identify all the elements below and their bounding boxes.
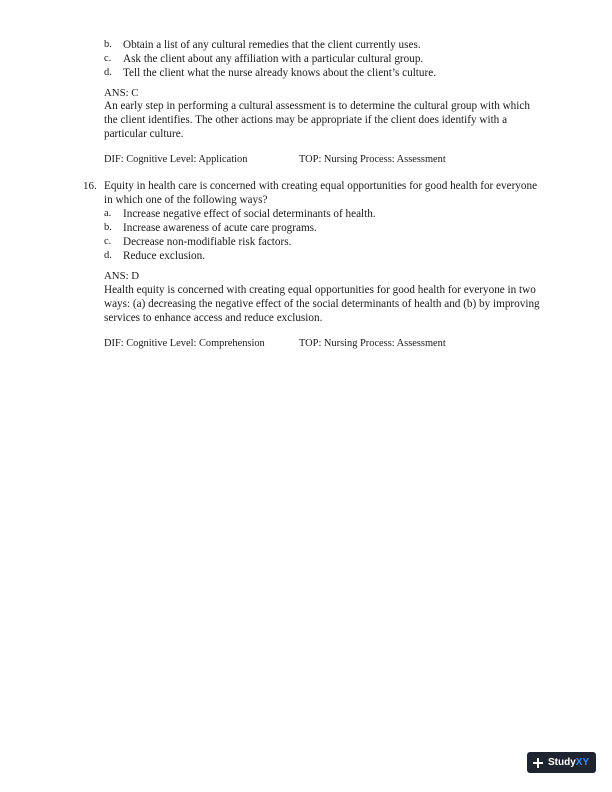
option-text: Obtain a list of any cultural remedies that the client currently uses. xyxy=(123,39,421,51)
topic-label: TOP: Nursing Process: Assessment xyxy=(299,338,446,349)
brand-main: Study xyxy=(548,757,576,768)
rationale-text: An early step in performing a cultural assessment is to determine the cultural group with which the client identifies. The other actions may be appropriate if the client does identify with a particular culture. xyxy=(104,100,530,140)
question-number: 16. xyxy=(83,180,97,192)
option-letter: c. xyxy=(104,236,112,247)
answer-key: ANS: C xyxy=(104,87,139,99)
option-letter: d. xyxy=(104,67,112,78)
difficulty-label: DIF: Cognitive Level: Comprehension xyxy=(104,338,265,349)
option-letter: b. xyxy=(104,39,112,50)
difficulty-label: DIF: Cognitive Level: Application xyxy=(104,154,248,165)
option-text: Tell the client what the nurse already knows about the client’s culture. xyxy=(123,67,436,79)
option-text: Increase awareness of acute care programs. xyxy=(123,222,317,234)
option-letter: a. xyxy=(104,208,112,219)
option-text: Decrease non-modifiable risk factors. xyxy=(123,236,292,248)
topic-label: TOP: Nursing Process: Assessment xyxy=(299,154,446,165)
plus-icon xyxy=(533,758,543,768)
option-text: Increase negative effect of social determinants of health. xyxy=(123,208,376,220)
studyxy-badge[interactable] xyxy=(527,752,596,773)
option-text: Ask the client about any affiliation with a particular cultural group. xyxy=(123,53,424,65)
option-letter: d. xyxy=(104,250,112,261)
option-letter: b. xyxy=(104,222,112,233)
rationale-text: Health equity is concerned with creating equal opportunities for good health for everyone in two ways: (a) decreasing the negative effect of the social determinants of health and (b) by improving services to enhance access and reduce exclusion. xyxy=(104,284,540,324)
option-letter: c. xyxy=(104,53,112,64)
brand-accent: XY xyxy=(575,757,590,768)
answer-key: ANS: D xyxy=(104,270,140,282)
option-text: Reduce exclusion. xyxy=(123,250,206,262)
question-stem: Equity in health care is concerned with creating equal opportunities for good health for everyone in which one of the following ways? xyxy=(104,180,538,206)
